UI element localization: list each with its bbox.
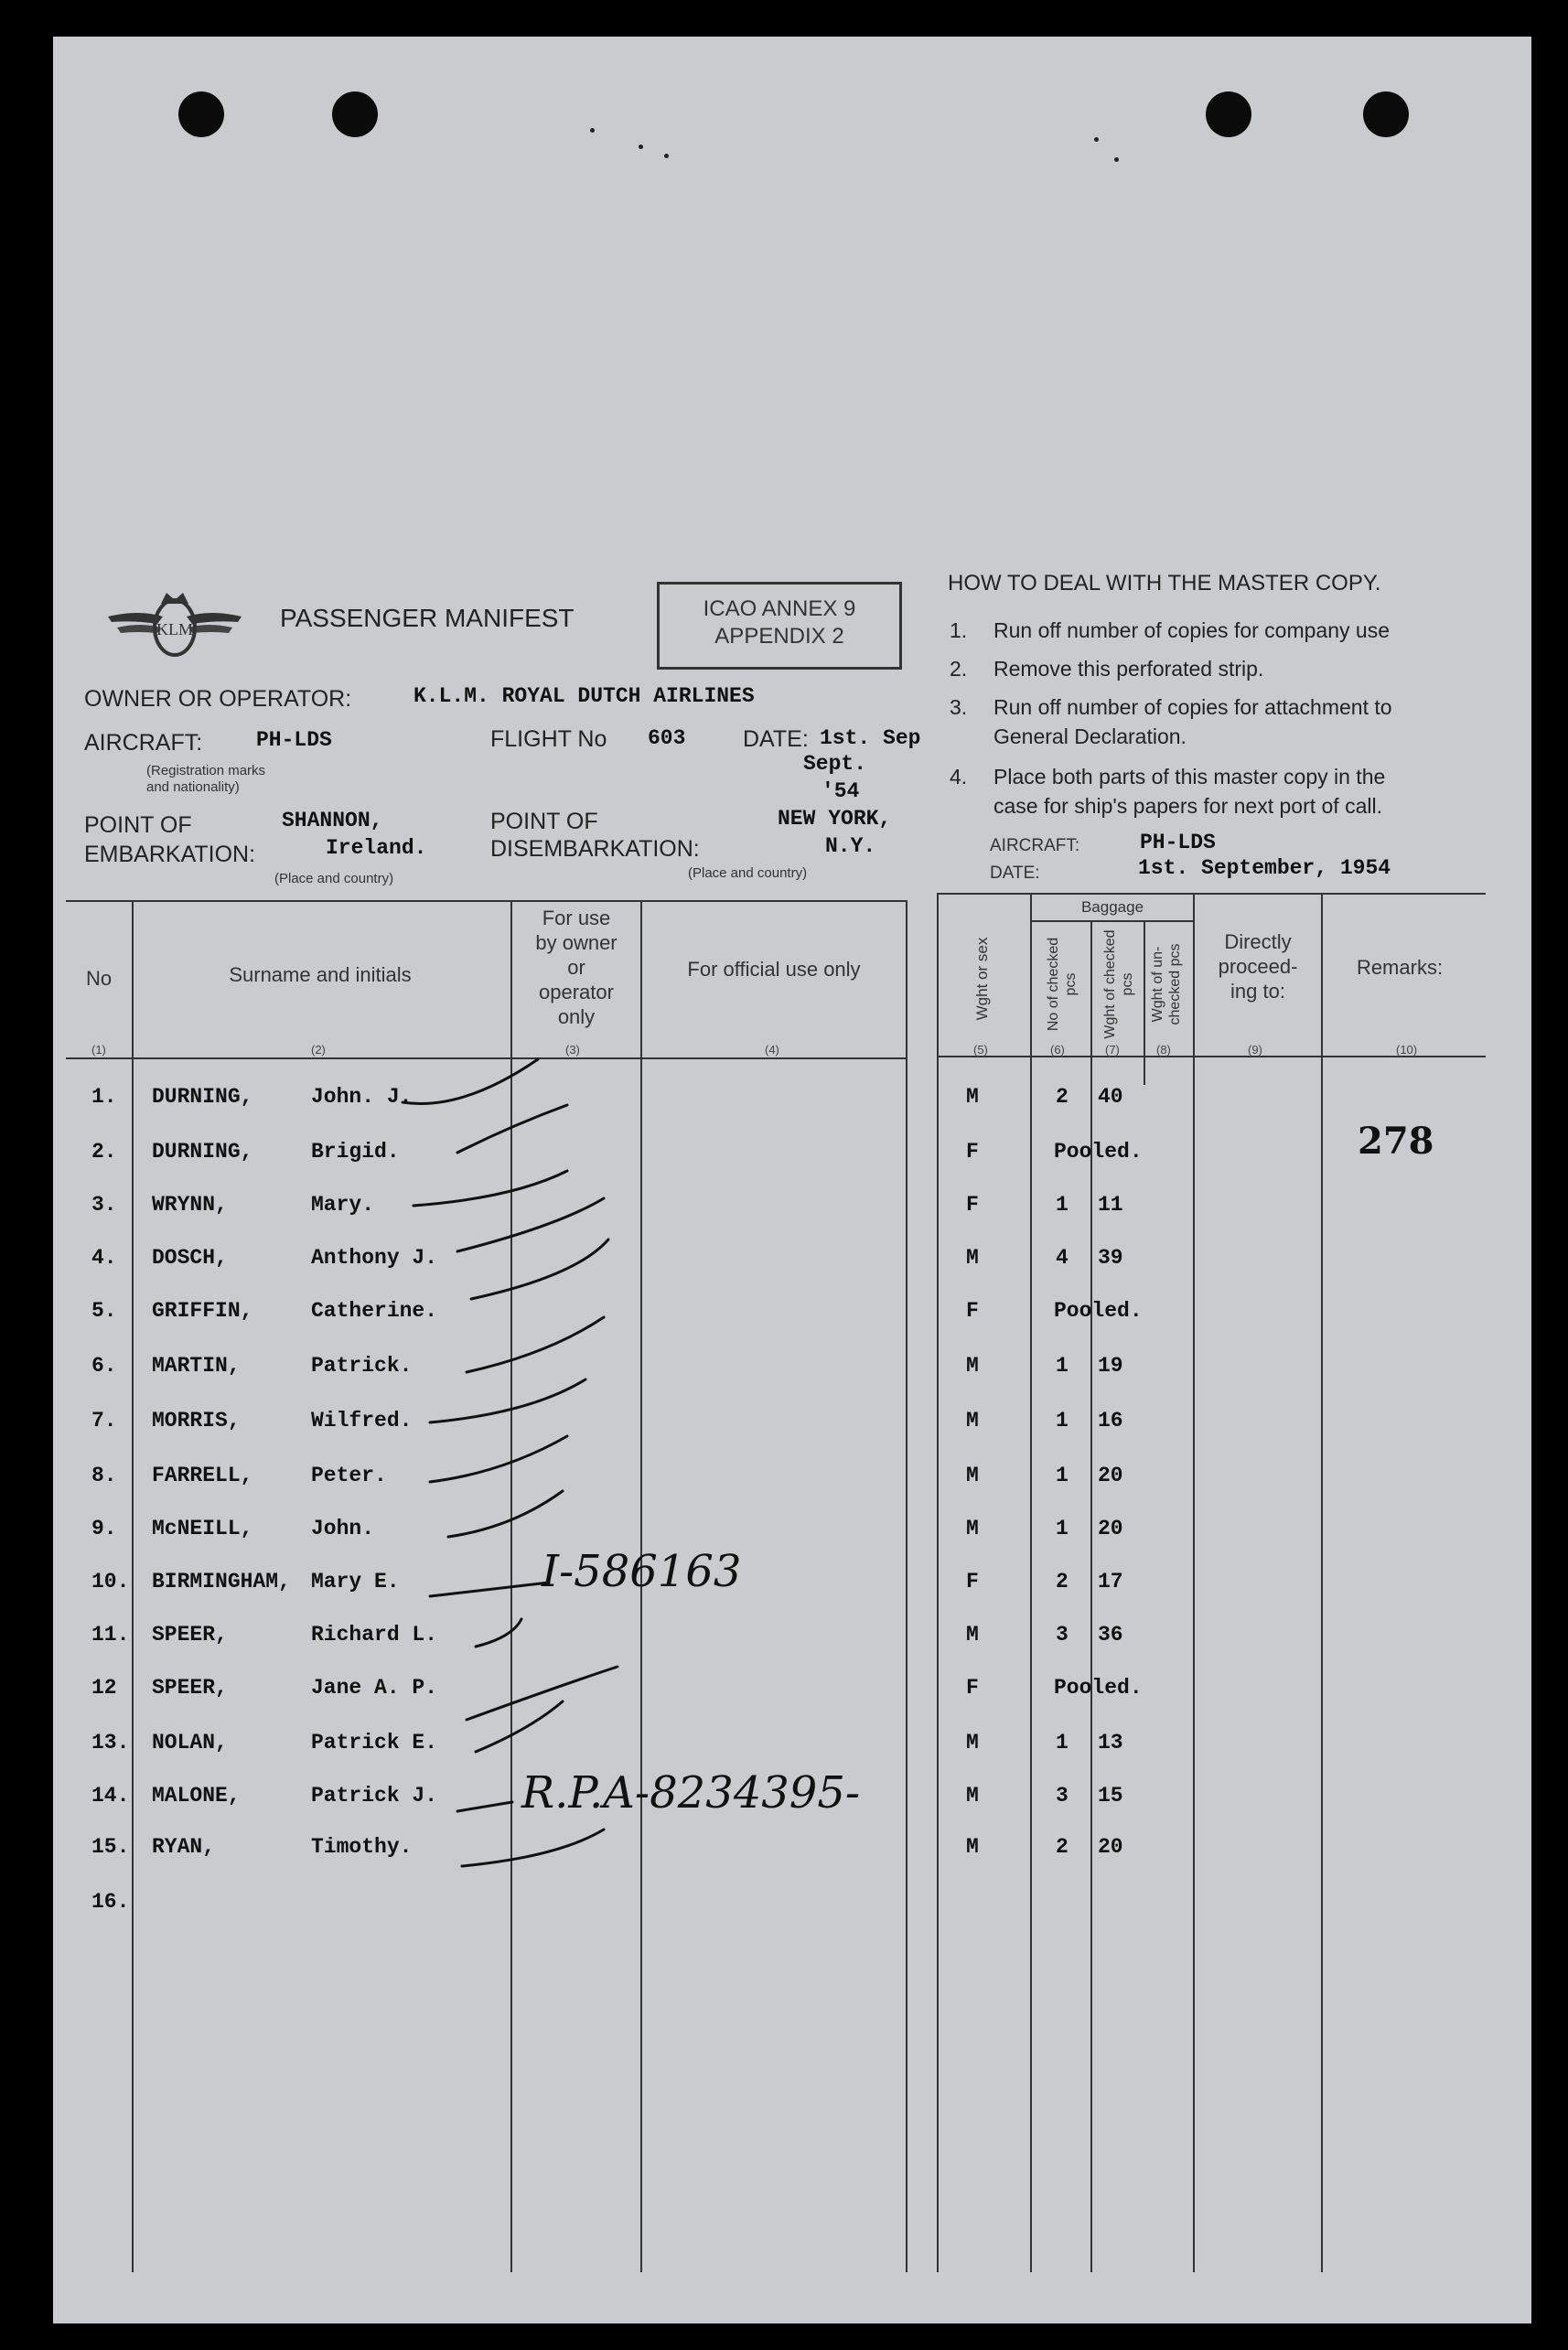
directly-line: proceed- xyxy=(1218,955,1298,978)
col-number: (7) xyxy=(1105,1043,1120,1057)
date-value: Sept. xyxy=(803,752,867,776)
row-number: 8. xyxy=(91,1464,117,1487)
baggage-pieces: 1 xyxy=(1056,1409,1069,1433)
instruction-text: Run off number of copies for company use xyxy=(993,618,1390,642)
passenger-surname: SPEER, xyxy=(152,1676,228,1700)
date-value: '54 xyxy=(822,779,860,803)
instruction-number: 1. xyxy=(950,618,968,642)
col-header-wght-unchecked: Wght of un-checked pcs xyxy=(1150,943,1183,1025)
place-note: (Place and country) xyxy=(688,865,808,881)
passenger-initials: Richard L. xyxy=(311,1623,438,1647)
baggage-weight: 20 xyxy=(1098,1835,1123,1859)
passenger-surname: DURNING, xyxy=(152,1085,253,1109)
passenger-surname: BIRMINGHAM, xyxy=(152,1570,291,1593)
disembarkation-value: NEW YORK, xyxy=(778,807,892,831)
baggage-pieces: 1 xyxy=(1056,1354,1069,1378)
owner-label: OWNER OR OPERATOR: xyxy=(84,686,352,712)
passenger-surname: McNEILL, xyxy=(152,1517,253,1540)
passenger-sex: M xyxy=(966,1784,979,1808)
date-label: DATE: xyxy=(743,726,809,752)
row-number: 12 xyxy=(91,1676,117,1700)
passenger-surname: WRYNN, xyxy=(152,1193,228,1217)
baggage-pooled: Pooled. xyxy=(1054,1299,1143,1323)
place-note: (Place and country) xyxy=(274,871,394,886)
flight-label: FLIGHT No xyxy=(490,726,607,752)
passenger-sex: F xyxy=(966,1676,979,1700)
passenger-sex: M xyxy=(966,1517,979,1540)
passenger-surname: DURNING, xyxy=(152,1140,253,1164)
passenger-surname: MALONE, xyxy=(152,1784,241,1808)
remark-number: 278 xyxy=(1358,1120,1434,1163)
col-number: (10) xyxy=(1396,1043,1418,1057)
passenger-initials: Peter. xyxy=(311,1464,387,1487)
embarkation-label: EMBARKATION: xyxy=(84,842,256,867)
instruction-text: Run off number of copies for attachment to xyxy=(993,695,1392,719)
row-number: 5. xyxy=(91,1299,117,1323)
instruction-text: Remove this perforated strip. xyxy=(993,657,1264,681)
svg-text:KLM: KLM xyxy=(156,620,193,638)
embarkation-value: SHANNON, xyxy=(282,809,383,832)
handwritten-passport-number: I-586163 xyxy=(542,1546,742,1597)
col-header-no: No xyxy=(85,967,113,990)
baggage-pieces: 1 xyxy=(1056,1193,1069,1217)
instruction-text: case for ship's papers for next port of call. xyxy=(993,794,1382,818)
instruction-number: 3. xyxy=(950,695,968,719)
passenger-sex: M xyxy=(966,1464,979,1487)
baggage-pooled: Pooled. xyxy=(1054,1676,1143,1700)
baggage-pieces: 1 xyxy=(1056,1731,1069,1754)
row-number: 4. xyxy=(91,1246,117,1270)
col-header-wght-checked: Wght of checked pcs xyxy=(1102,929,1135,1039)
baggage-weight: 20 xyxy=(1098,1464,1123,1487)
instructions-title: HOW TO DEAL WITH THE MASTER COPY. xyxy=(948,571,1381,596)
passenger-initials: Timothy. xyxy=(311,1835,413,1859)
handwritten-passport-number: R.P.A-8234395- xyxy=(521,1767,861,1819)
instruction-number: 4. xyxy=(950,765,968,789)
baggage-weight: 20 xyxy=(1098,1517,1123,1540)
baggage-pieces: 3 xyxy=(1056,1784,1069,1808)
row-number: 10. xyxy=(91,1570,130,1593)
passenger-sex: F xyxy=(966,1193,979,1217)
icao-annex: ICAO ANNEX 9 xyxy=(703,596,856,621)
icao-appendix: APPENDIX 2 xyxy=(714,624,844,649)
owner-use-line: or xyxy=(567,956,585,979)
col-number: (5) xyxy=(973,1043,988,1057)
baggage-weight: 36 xyxy=(1098,1623,1123,1647)
baggage-pieces: 3 xyxy=(1056,1623,1069,1647)
passenger-surname: SPEER, xyxy=(152,1623,228,1647)
row-number: 3. xyxy=(91,1193,117,1217)
directly-line: Directly xyxy=(1224,930,1292,953)
col-number: (1) xyxy=(91,1043,106,1057)
instruction-number: 2. xyxy=(950,657,968,681)
owner-value: K.L.M. ROYAL DUTCH AIRLINES xyxy=(413,684,755,708)
baggage-pieces: 4 xyxy=(1056,1246,1069,1270)
baggage-weight: 17 xyxy=(1098,1570,1123,1593)
instructions-date-value: 1st. September, 1954 xyxy=(1138,856,1391,880)
passenger-initials: Catherine. xyxy=(311,1299,438,1323)
passenger-initials: Mary. xyxy=(311,1193,375,1217)
baggage-weight: 39 xyxy=(1098,1246,1123,1270)
baggage-pieces: 2 xyxy=(1056,1835,1069,1859)
baggage-weight: 40 xyxy=(1098,1085,1123,1109)
col-number: (2) xyxy=(311,1043,326,1057)
col-header-wght-sex: Wght or sex xyxy=(973,937,991,1021)
passenger-sex: M xyxy=(966,1623,979,1647)
col-header-official: For official use only xyxy=(687,958,861,981)
passenger-sex: M xyxy=(966,1731,979,1754)
passenger-surname: RYAN, xyxy=(152,1835,216,1859)
passenger-sex: M xyxy=(966,1354,979,1378)
embarkation-value: Ireland. xyxy=(326,836,427,860)
baggage-pieces: 2 xyxy=(1056,1085,1069,1109)
col-header-checked-pcs: No of checked pcs xyxy=(1046,937,1079,1032)
owner-use-line: For use xyxy=(542,907,611,929)
disembarkation-label: DISEMBARKATION: xyxy=(490,836,700,862)
passenger-initials: Patrick E. xyxy=(311,1731,438,1754)
passenger-sex: F xyxy=(966,1299,979,1323)
disembarkation-label: POINT OF xyxy=(490,809,598,834)
row-number: 9. xyxy=(91,1517,117,1540)
baggage-pieces: 2 xyxy=(1056,1570,1069,1593)
manifest-title: PASSENGER MANIFEST xyxy=(280,604,575,632)
owner-use-line: only xyxy=(557,1005,596,1028)
directly-line: ing to: xyxy=(1230,980,1285,1003)
row-number: 16. xyxy=(91,1890,130,1914)
instructions-aircraft-label: AIRCRAFT: xyxy=(990,836,1080,855)
baggage-pooled: Pooled. xyxy=(1054,1140,1143,1164)
flight-value: 603 xyxy=(648,726,686,750)
passenger-initials: Anthony J. xyxy=(311,1246,438,1270)
passenger-sex: F xyxy=(966,1570,979,1593)
passenger-initials: John. J. xyxy=(311,1085,413,1109)
passenger-initials: Patrick J. xyxy=(311,1784,438,1808)
embarkation-label: POINT OF xyxy=(84,812,192,838)
instructions-date-label: DATE: xyxy=(990,864,1040,883)
passenger-surname: FARRELL, xyxy=(152,1464,253,1487)
passenger-initials: Patrick. xyxy=(311,1354,413,1378)
passenger-surname: MARTIN, xyxy=(152,1354,241,1378)
row-number: 13. xyxy=(91,1731,130,1754)
col-number: (6) xyxy=(1050,1043,1065,1057)
row-number: 2. xyxy=(91,1140,117,1164)
baggage-weight: 11 xyxy=(1098,1193,1123,1217)
col-number: (3) xyxy=(565,1043,580,1057)
passenger-surname: DOSCH, xyxy=(152,1246,228,1270)
passenger-sex: M xyxy=(966,1085,979,1109)
row-number: 1. xyxy=(91,1085,117,1109)
disembarkation-value: N.Y. xyxy=(825,834,876,858)
passenger-sex: M xyxy=(966,1835,979,1859)
col-header-baggage: Baggage xyxy=(1080,898,1144,916)
col-header-surname: Surname and initials xyxy=(229,963,412,986)
row-number: 14. xyxy=(91,1784,130,1808)
aircraft-label: AIRCRAFT: xyxy=(84,730,203,756)
owner-use-line: operator xyxy=(539,981,614,1003)
instructions-aircraft-value: PH-LDS xyxy=(1140,831,1216,854)
baggage-pieces: 1 xyxy=(1056,1517,1069,1540)
row-number: 11. xyxy=(91,1623,130,1647)
instruction-text: General Declaration. xyxy=(993,724,1187,748)
passenger-surname: MORRIS, xyxy=(152,1409,241,1433)
date-value: 1st. Sep xyxy=(820,726,921,750)
passenger-initials: Mary E. xyxy=(311,1570,400,1593)
passenger-initials: Brigid. xyxy=(311,1140,400,1164)
passenger-surname: GRIFFIN, xyxy=(152,1299,253,1323)
baggage-pieces: 1 xyxy=(1056,1464,1069,1487)
row-number: 15. xyxy=(91,1835,130,1859)
passenger-sex: F xyxy=(966,1140,979,1164)
passenger-sex: M xyxy=(966,1409,979,1433)
aircraft-value: PH-LDS xyxy=(256,728,332,752)
col-number: (4) xyxy=(765,1043,779,1057)
owner-use-line: by owner xyxy=(535,931,618,954)
registration-note: (Registration marks xyxy=(146,763,266,778)
instruction-text: Place both parts of this master copy in the xyxy=(993,765,1386,789)
registration-note: and nationality) xyxy=(146,779,240,795)
row-number: 6. xyxy=(91,1354,117,1378)
passenger-initials: Wilfred. xyxy=(311,1409,413,1433)
passenger-sex: M xyxy=(966,1246,979,1270)
passenger-surname: NOLAN, xyxy=(152,1731,228,1754)
baggage-weight: 19 xyxy=(1098,1354,1123,1378)
col-number: (9) xyxy=(1248,1043,1262,1057)
col-number: (8) xyxy=(1156,1043,1171,1057)
baggage-weight: 16 xyxy=(1098,1409,1123,1433)
baggage-weight: 13 xyxy=(1098,1731,1123,1754)
passenger-initials: John. xyxy=(311,1517,375,1540)
baggage-weight: 15 xyxy=(1098,1784,1123,1808)
col-header-remarks: Remarks: xyxy=(1356,956,1444,979)
passenger-initials: Jane A. P. xyxy=(311,1676,438,1700)
row-number: 7. xyxy=(91,1409,117,1433)
